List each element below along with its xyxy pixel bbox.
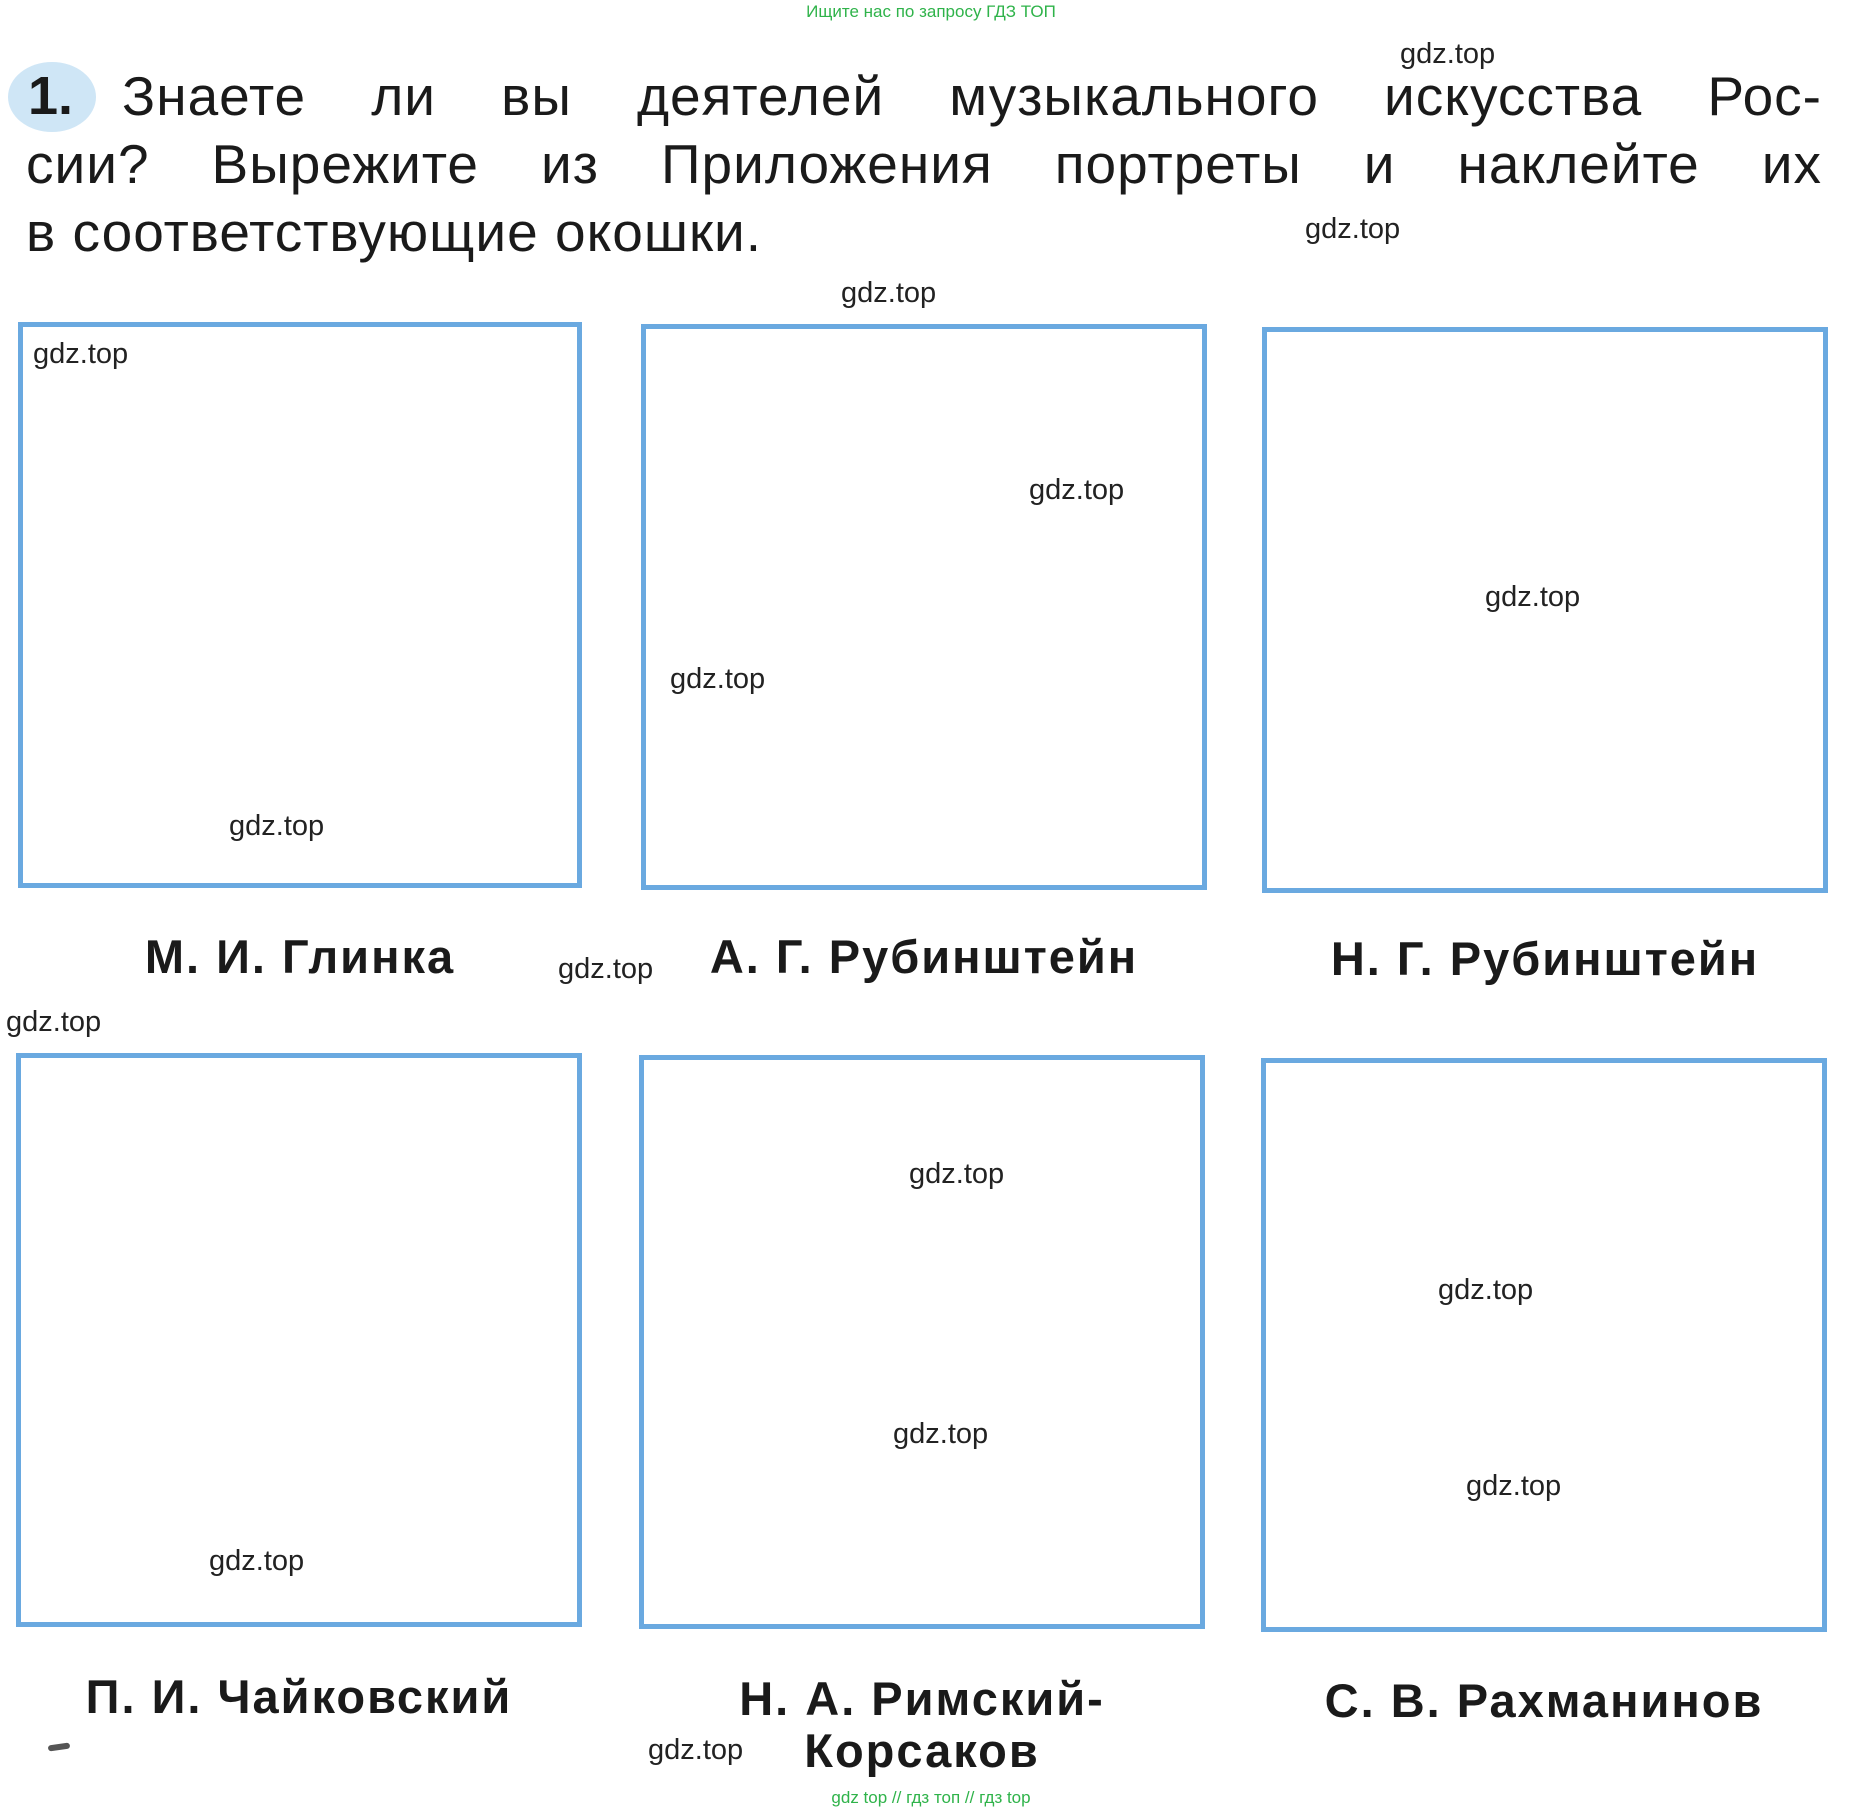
caption-rimsky-korsakov-line-2: Корсаков xyxy=(804,1724,1040,1777)
footer-banner: gdz top // гдз топ // гдз top xyxy=(831,1788,1031,1807)
watermark-text: gdz.top xyxy=(1466,1470,1562,1502)
watermark-text: gdz.top xyxy=(1485,581,1581,613)
portrait-frame-a-rubinstein[interactable] xyxy=(641,324,1207,890)
portrait-frame-glinka[interactable] xyxy=(18,322,582,888)
watermark-text: gdz.top xyxy=(841,277,937,309)
portrait-frame-rachmaninoff[interactable] xyxy=(1261,1058,1827,1632)
watermark-text: gdz.top xyxy=(1438,1274,1534,1306)
task-text-line-2: сии? Вырежите из Приложения портреты и наклейте их xyxy=(26,133,1822,195)
watermark-text: gdz.top xyxy=(6,1006,102,1038)
caption-rimsky-korsakov-line-1: Н. А. Римский- xyxy=(739,1672,1105,1725)
task-text-line-1-content: Знаете ли вы деятелей музыкального искусства Рос- xyxy=(122,65,1822,127)
watermark-text: gdz.top xyxy=(1029,474,1125,506)
caption-tchaikovsky: П. И. Чайковский xyxy=(85,1670,513,1723)
task-text-line-1 xyxy=(26,62,1822,130)
watermark-text: gdz.top xyxy=(909,1158,1005,1190)
watermark-text: gdz.top xyxy=(1305,213,1401,245)
watermark-text: gdz.top xyxy=(1400,38,1496,70)
task-number: 1. xyxy=(28,66,74,126)
watermark-text: gdz.top xyxy=(33,338,129,370)
caption-n-rubinstein: Н. Г. Рубинштейн xyxy=(1330,932,1760,985)
watermark-text: gdz.top xyxy=(648,1734,744,1766)
caption-a-rubinstein: А. Г. Рубинштейн xyxy=(709,930,1139,983)
watermark-text: gdz.top xyxy=(670,663,766,695)
watermark-text: gdz.top xyxy=(229,810,325,842)
portrait-frame-rimsky-korsakov[interactable] xyxy=(639,1055,1205,1629)
caption-glinka: М. И. Глинка xyxy=(144,930,456,983)
task-text-line-3: в соответствующие окошки. xyxy=(26,201,763,263)
search-banner: Ищите нас по запросу ГДЗ ТОП xyxy=(806,2,1056,21)
watermark-text: gdz.top xyxy=(893,1418,989,1450)
ink-smudge xyxy=(48,1742,71,1751)
caption-rachmaninoff: С. В. Рахманинов xyxy=(1324,1674,1764,1727)
portrait-frame-tchaikovsky[interactable] xyxy=(16,1053,582,1627)
watermark-text: gdz.top xyxy=(558,953,654,985)
watermark-text: gdz.top xyxy=(209,1545,305,1577)
